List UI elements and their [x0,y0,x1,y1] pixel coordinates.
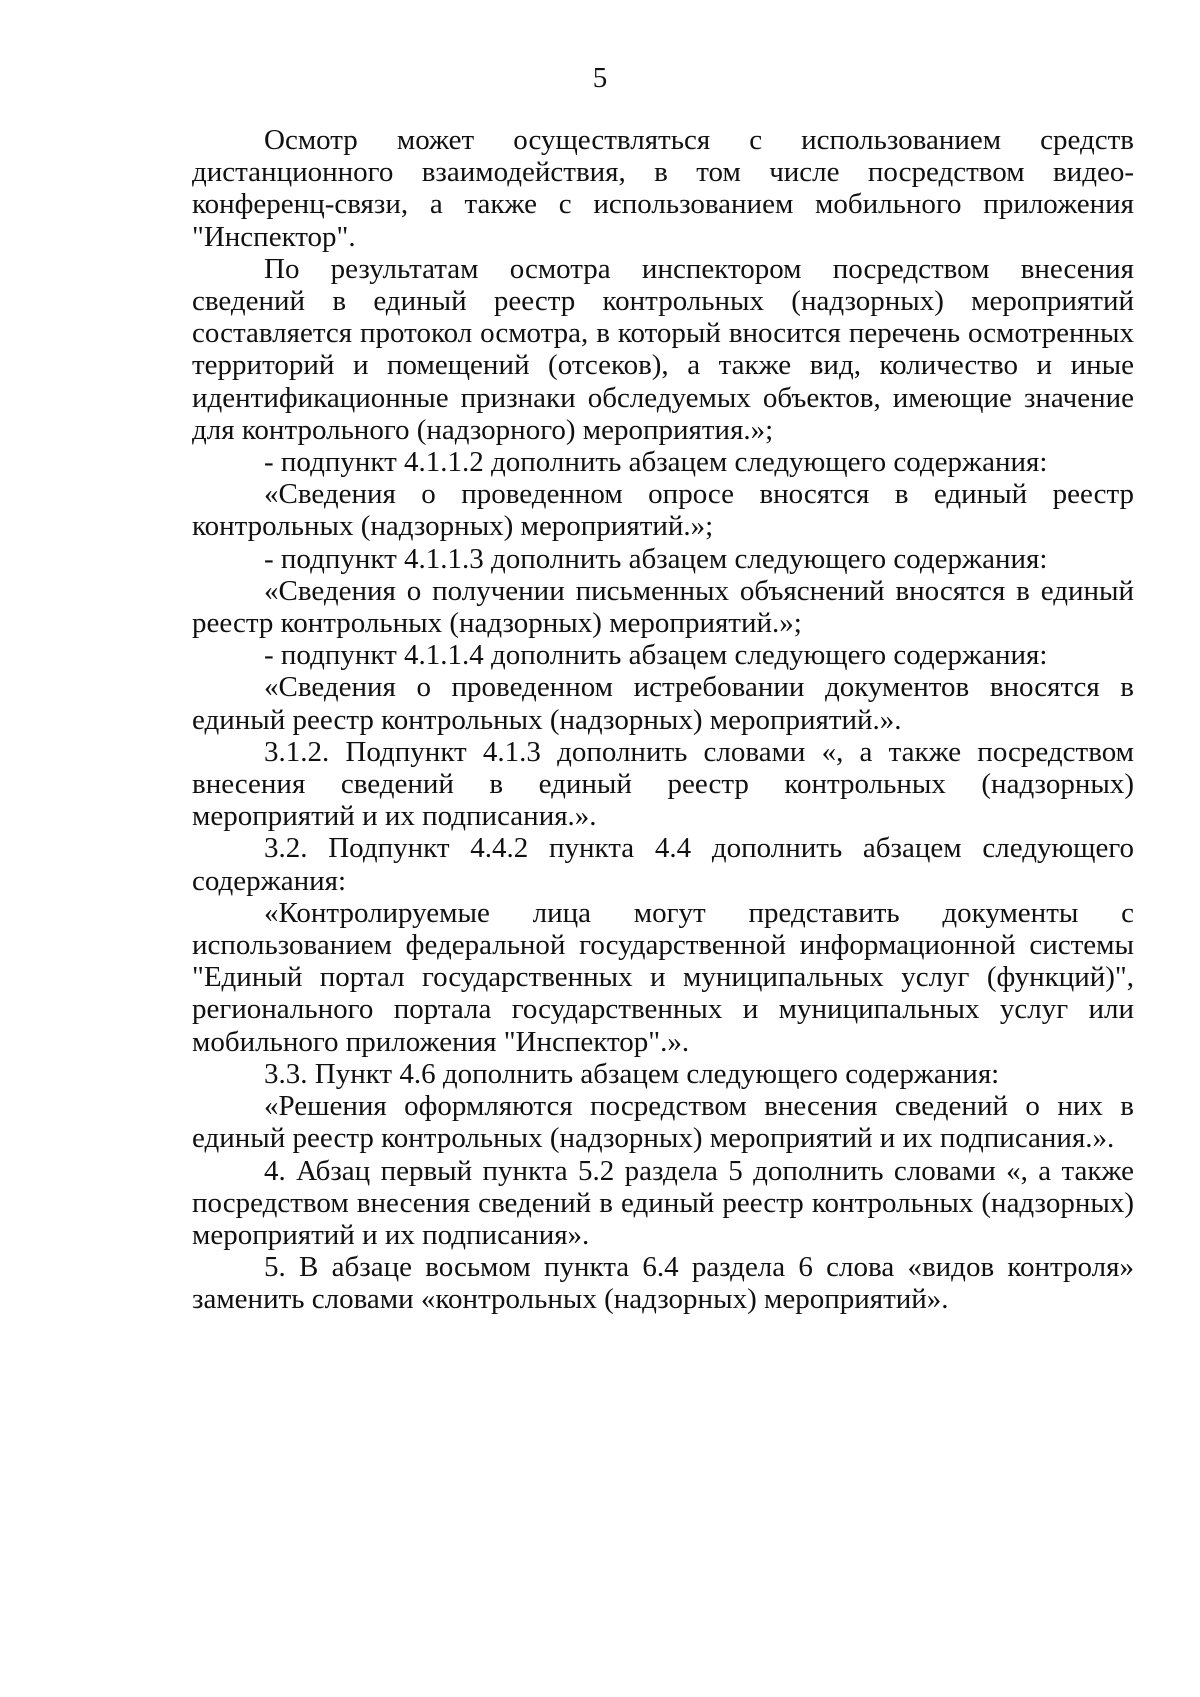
paragraph: «Контролируемые лица могут представить документы с использованием федеральной государственной информационной системы "Единый портал государственных и муниципальных услуг (функций)", регионального портала государственных и муниципальных услуг или мобильного приложения "Инспектор".». [192,896,1134,1058]
paragraph: 3.1.2. Подпункт 4.1.3 дополнить словами «, а также посредством внесения сведений в единый реестр контрольных (надзорных) мероприятий и их подписания.». [192,735,1134,833]
paragraph: 5. В абзаце восьмом пункта 6.4 раздела 6 слова «видов контроля» заменить словами «контрольных (надзорных) мероприятий». [192,1251,1134,1316]
paragraph: По результатам осмотра инспектором посредством внесения сведений в единый реестр контрольных (надзорных) мероприятий составляется протокол осмотра, в который вносится перечень осмотренных территорий и помещений (отсеков), а также вид, количество и иные идентификационные признаки обследуемых объектов, имеющие значение для контрольного (надзорного) мероприятия.»; [192,252,1134,446]
document-body [192,124,1134,1316]
paragraph: Осмотр может осуществляться с использованием средств дистанционного взаимодействия, в том числе посредством видео-конференц-связи, а также с использованием мобильного приложения "Инспектор". [192,124,1134,253]
paragraph: - подпункт 4.1.1.4 дополнить абзацем следующего содержания: [264,639,1048,672]
paragraph: «Сведения о получении письменных объяснений вносятся в единый реестр контрольных (надзорных) мероприятий.»; [192,574,1134,640]
paragraph: «Решения оформляются посредством внесения сведений о них в единый реестр контрольных (надзорных) мероприятий и их подписания.». [192,1090,1134,1155]
paragraph: 3.3. Пункт 4.6 дополнить абзацем следующего содержания: [264,1057,1000,1090]
paragraph: «Сведения о проведенном опросе вносятся в единый реестр контрольных (надзорных) мероприятий.»; [192,478,1134,543]
paragraph: «Сведения о проведенном истребовании документов вносятся в единый реестр контрольных (надзорных) мероприятий.». [192,671,1134,736]
paragraph: 3.2. Подпункт 4.4.2 пункта 4.4 дополнить абзацем следующего содержания: [192,832,1134,897]
page-number: 5 [592,62,608,94]
paragraph: - подпункт 4.1.1.3 дополнить абзацем следующего содержания: [264,542,1048,575]
paragraph: 4. Абзац первый пункта 5.2 раздела 5 дополнить словами «, а также посредством внесения сведений в единый реестр контрольных (надзорных) мероприятий и их подписания». [192,1154,1134,1251]
paragraph: - подпункт 4.1.1.2 дополнить абзацем следующего содержания: [264,446,1048,479]
